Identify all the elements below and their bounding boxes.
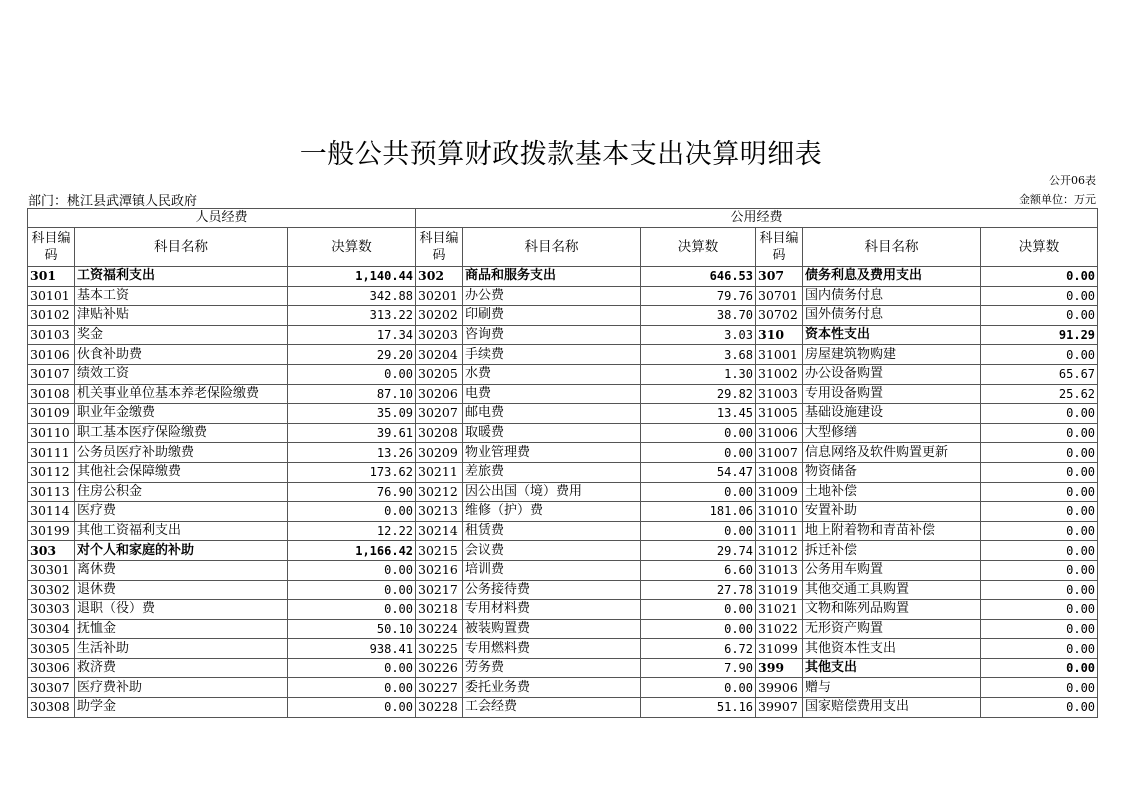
amount-value: 0.00 bbox=[981, 423, 1098, 443]
amount-value: 0.00 bbox=[981, 600, 1098, 620]
amount-value: 0.00 bbox=[981, 462, 1098, 482]
form-number: 公开06表 bbox=[1049, 174, 1096, 187]
table-row bbox=[28, 306, 1098, 326]
subject-name: 退休费 bbox=[75, 580, 288, 600]
subject-name: 公务接待费 bbox=[463, 580, 641, 600]
subject-code: 30102 bbox=[28, 306, 75, 326]
subject-name: 抚恤金 bbox=[75, 619, 288, 639]
amount-value: 87.10 bbox=[288, 384, 416, 404]
subject-code: 31006 bbox=[756, 423, 803, 443]
subject-code: 30304 bbox=[28, 619, 75, 639]
amount-value: 76.90 bbox=[288, 482, 416, 502]
subject-code: 31002 bbox=[756, 364, 803, 384]
subject-name: 房屋建筑物购建 bbox=[803, 345, 981, 365]
subject-name: 国外债务付息 bbox=[803, 306, 981, 326]
amount-value: 173.62 bbox=[288, 462, 416, 482]
table-row bbox=[28, 658, 1098, 678]
subject-name: 无形资产购置 bbox=[803, 619, 981, 639]
subject-name: 劳务费 bbox=[463, 658, 641, 678]
subject-code: 30214 bbox=[416, 521, 463, 541]
group-header-row bbox=[28, 209, 1098, 228]
amount-value: 91.29 bbox=[981, 325, 1098, 345]
subject-name: 津贴补贴 bbox=[75, 306, 288, 326]
amount-value: 79.76 bbox=[641, 286, 756, 306]
table-row bbox=[28, 502, 1098, 522]
table-row bbox=[28, 580, 1098, 600]
column-header-row bbox=[28, 228, 1098, 267]
amount-value: 39.61 bbox=[288, 423, 416, 443]
table-row bbox=[28, 325, 1098, 345]
column-header-code: 科目编码 bbox=[28, 228, 75, 267]
amount-value: 1,140.44 bbox=[288, 267, 416, 287]
subject-code: 30211 bbox=[416, 462, 463, 482]
table-body bbox=[28, 209, 1098, 718]
subject-code: 30199 bbox=[28, 521, 75, 541]
amount-value: 0.00 bbox=[981, 286, 1098, 306]
subject-name: 专用材料费 bbox=[463, 600, 641, 620]
amount-value: 25.62 bbox=[981, 384, 1098, 404]
subject-name: 助学金 bbox=[75, 698, 288, 718]
amount-value: 0.00 bbox=[981, 482, 1098, 502]
amount-value: 0.00 bbox=[288, 502, 416, 522]
subject-code: 30225 bbox=[416, 639, 463, 659]
subject-code: 30207 bbox=[416, 404, 463, 424]
subject-code: 30209 bbox=[416, 443, 463, 463]
subject-code: 30302 bbox=[28, 580, 75, 600]
amount-unit-label: 金额单位：万元 bbox=[1019, 193, 1096, 206]
table-row bbox=[28, 443, 1098, 463]
subject-code: 30307 bbox=[28, 678, 75, 698]
table-row bbox=[28, 482, 1098, 502]
subject-name: 奖金 bbox=[75, 325, 288, 345]
subject-code: 30203 bbox=[416, 325, 463, 345]
subject-name: 其他工资福利支出 bbox=[75, 521, 288, 541]
subject-name: 培训费 bbox=[463, 560, 641, 580]
amount-value: 12.22 bbox=[288, 521, 416, 541]
amount-value: 0.00 bbox=[981, 306, 1098, 326]
column-header-name: 科目名称 bbox=[803, 228, 981, 267]
amount-value: 1,166.42 bbox=[288, 541, 416, 561]
subject-code: 30308 bbox=[28, 698, 75, 718]
amount-value: 0.00 bbox=[981, 678, 1098, 698]
amount-value: 29.82 bbox=[641, 384, 756, 404]
subject-name: 基本工资 bbox=[75, 286, 288, 306]
amount-value: 0.00 bbox=[641, 423, 756, 443]
subject-code: 31008 bbox=[756, 462, 803, 482]
subject-name: 职业年金缴费 bbox=[75, 404, 288, 424]
subject-name: 被装购置费 bbox=[463, 619, 641, 639]
subject-name: 医疗费补助 bbox=[75, 678, 288, 698]
subject-name: 维修（护）费 bbox=[463, 502, 641, 522]
table-row bbox=[28, 600, 1098, 620]
subject-code: 301 bbox=[28, 267, 75, 287]
subject-code: 31010 bbox=[756, 502, 803, 522]
subject-code: 31011 bbox=[756, 521, 803, 541]
table-row bbox=[28, 345, 1098, 365]
subject-code: 30701 bbox=[756, 286, 803, 306]
subject-code: 30208 bbox=[416, 423, 463, 443]
subject-code: 30217 bbox=[416, 580, 463, 600]
amount-value: 0.00 bbox=[288, 698, 416, 718]
amount-value: 0.00 bbox=[641, 443, 756, 463]
subject-code: 30226 bbox=[416, 658, 463, 678]
subject-name: 信息网络及软件购置更新 bbox=[803, 443, 981, 463]
table-row bbox=[28, 364, 1098, 384]
subject-name: 差旅费 bbox=[463, 462, 641, 482]
subject-code: 30113 bbox=[28, 482, 75, 502]
amount-value: 50.10 bbox=[288, 619, 416, 639]
subject-code: 30114 bbox=[28, 502, 75, 522]
subject-name: 土地补偿 bbox=[803, 482, 981, 502]
subject-name: 其他交通工具购置 bbox=[803, 580, 981, 600]
subject-code: 30228 bbox=[416, 698, 463, 718]
amount-value: 0.00 bbox=[981, 521, 1098, 541]
subject-name: 工会经费 bbox=[463, 698, 641, 718]
subject-code: 30702 bbox=[756, 306, 803, 326]
subject-name: 生活补助 bbox=[75, 639, 288, 659]
subject-code: 31005 bbox=[756, 404, 803, 424]
subject-code: 30103 bbox=[28, 325, 75, 345]
subject-name: 会议费 bbox=[463, 541, 641, 561]
amount-value: 54.47 bbox=[641, 462, 756, 482]
amount-value: 0.00 bbox=[288, 560, 416, 580]
table-row bbox=[28, 404, 1098, 424]
amount-value: 0.00 bbox=[981, 560, 1098, 580]
subject-code: 30111 bbox=[28, 443, 75, 463]
amount-value: 13.26 bbox=[288, 443, 416, 463]
amount-value: 0.00 bbox=[641, 482, 756, 502]
column-header-amount: 决算数 bbox=[641, 228, 756, 267]
subject-name: 救济费 bbox=[75, 658, 288, 678]
subject-name: 离休费 bbox=[75, 560, 288, 580]
subject-code: 30101 bbox=[28, 286, 75, 306]
subject-name: 医疗费 bbox=[75, 502, 288, 522]
subject-name: 专用燃料费 bbox=[463, 639, 641, 659]
amount-value: 0.00 bbox=[981, 443, 1098, 463]
amount-value: 0.00 bbox=[981, 267, 1098, 287]
subject-name: 委托业务费 bbox=[463, 678, 641, 698]
subject-code: 31007 bbox=[756, 443, 803, 463]
amount-value: 0.00 bbox=[288, 580, 416, 600]
amount-value: 0.00 bbox=[981, 502, 1098, 522]
subject-name: 公务员医疗补助缴费 bbox=[75, 443, 288, 463]
amount-value: 29.20 bbox=[288, 345, 416, 365]
amount-value: 6.60 bbox=[641, 560, 756, 580]
subject-name: 职工基本医疗保险缴费 bbox=[75, 423, 288, 443]
subject-code: 30215 bbox=[416, 541, 463, 561]
subject-name: 咨询费 bbox=[463, 325, 641, 345]
table-row bbox=[28, 639, 1098, 659]
subject-name: 其他社会保障缴费 bbox=[75, 462, 288, 482]
subject-name: 地上附着物和青苗补偿 bbox=[803, 521, 981, 541]
subject-code: 399 bbox=[756, 658, 803, 678]
subject-name: 工资福利支出 bbox=[75, 267, 288, 287]
subject-code: 30108 bbox=[28, 384, 75, 404]
amount-value: 0.00 bbox=[981, 541, 1098, 561]
amount-value: 27.78 bbox=[641, 580, 756, 600]
table-row bbox=[28, 423, 1098, 443]
subject-code: 30110 bbox=[28, 423, 75, 443]
subject-code: 31012 bbox=[756, 541, 803, 561]
subject-name: 资本性支出 bbox=[803, 325, 981, 345]
subject-name: 绩效工资 bbox=[75, 364, 288, 384]
amount-value: 0.00 bbox=[981, 345, 1098, 365]
column-header-name: 科目名称 bbox=[463, 228, 641, 267]
subject-code: 30201 bbox=[416, 286, 463, 306]
subject-code: 30204 bbox=[416, 345, 463, 365]
public-group-header: 公用经费 bbox=[416, 209, 1098, 228]
subject-code: 30106 bbox=[28, 345, 75, 365]
subject-name: 伙食补助费 bbox=[75, 345, 288, 365]
subject-name: 国家赔偿费用支出 bbox=[803, 698, 981, 718]
subject-name: 拆迁补偿 bbox=[803, 541, 981, 561]
subject-code: 30206 bbox=[416, 384, 463, 404]
personnel-group-header: 人员经费 bbox=[28, 209, 416, 228]
table-row bbox=[28, 462, 1098, 482]
subject-name: 公务用车购置 bbox=[803, 560, 981, 580]
amount-value: 6.72 bbox=[641, 639, 756, 659]
subject-code: 30227 bbox=[416, 678, 463, 698]
subject-code: 310 bbox=[756, 325, 803, 345]
subject-name: 专用设备购置 bbox=[803, 384, 981, 404]
amount-value: 38.70 bbox=[641, 306, 756, 326]
subject-name: 国内债务付息 bbox=[803, 286, 981, 306]
amount-value: 0.00 bbox=[981, 580, 1098, 600]
subject-code: 30306 bbox=[28, 658, 75, 678]
amount-value: 13.45 bbox=[641, 404, 756, 424]
subject-name: 安置补助 bbox=[803, 502, 981, 522]
subject-name: 取暖费 bbox=[463, 423, 641, 443]
department-label: 部门：桃江县武潭镇人民政府 bbox=[28, 194, 198, 209]
subject-code: 31019 bbox=[756, 580, 803, 600]
amount-value: 342.88 bbox=[288, 286, 416, 306]
amount-value: 3.68 bbox=[641, 345, 756, 365]
subject-name: 基础设施建设 bbox=[803, 404, 981, 424]
amount-value: 0.00 bbox=[981, 698, 1098, 718]
subject-name: 债务利息及费用支出 bbox=[803, 267, 981, 287]
subject-code: 30112 bbox=[28, 462, 75, 482]
subject-code: 30202 bbox=[416, 306, 463, 326]
amount-value: 0.00 bbox=[288, 658, 416, 678]
table-row bbox=[28, 678, 1098, 698]
subject-name: 商品和服务支出 bbox=[463, 267, 641, 287]
amount-value: 7.90 bbox=[641, 658, 756, 678]
amount-value: 0.00 bbox=[981, 619, 1098, 639]
amount-value: 313.22 bbox=[288, 306, 416, 326]
expenditure-table bbox=[27, 208, 1098, 718]
subject-code: 30216 bbox=[416, 560, 463, 580]
table-row bbox=[28, 698, 1098, 718]
subject-code: 31022 bbox=[756, 619, 803, 639]
amount-value: 3.03 bbox=[641, 325, 756, 345]
page-title: 一般公共预算财政拨款基本支出决算明细表 bbox=[299, 139, 823, 170]
column-header-code: 科目编码 bbox=[756, 228, 803, 267]
subject-name: 租赁费 bbox=[463, 521, 641, 541]
table-row bbox=[28, 286, 1098, 306]
subject-code: 31099 bbox=[756, 639, 803, 659]
amount-value: 1.30 bbox=[641, 364, 756, 384]
subject-name: 大型修缮 bbox=[803, 423, 981, 443]
subject-code: 31021 bbox=[756, 600, 803, 620]
table-row bbox=[28, 521, 1098, 541]
amount-value: 0.00 bbox=[981, 658, 1098, 678]
amount-value: 0.00 bbox=[641, 521, 756, 541]
subject-code: 302 bbox=[416, 267, 463, 287]
amount-value: 0.00 bbox=[641, 619, 756, 639]
subject-code: 307 bbox=[756, 267, 803, 287]
subject-name: 因公出国（境）费用 bbox=[463, 482, 641, 502]
table-row bbox=[28, 560, 1098, 580]
amount-value: 0.00 bbox=[641, 600, 756, 620]
table-row bbox=[28, 384, 1098, 404]
subject-code: 303 bbox=[28, 541, 75, 561]
subject-code: 31001 bbox=[756, 345, 803, 365]
subject-code: 30109 bbox=[28, 404, 75, 424]
amount-value: 17.34 bbox=[288, 325, 416, 345]
column-header-name: 科目名称 bbox=[75, 228, 288, 267]
subject-code: 30305 bbox=[28, 639, 75, 659]
subject-name: 文物和陈列品购置 bbox=[803, 600, 981, 620]
subject-name: 退职（役）费 bbox=[75, 600, 288, 620]
subject-name: 其他资本性支出 bbox=[803, 639, 981, 659]
amount-value: 0.00 bbox=[981, 404, 1098, 424]
amount-value: 0.00 bbox=[641, 678, 756, 698]
subject-name: 其他支出 bbox=[803, 658, 981, 678]
subject-code: 30213 bbox=[416, 502, 463, 522]
subject-name: 机关事业单位基本养老保险缴费 bbox=[75, 384, 288, 404]
amount-value: 65.67 bbox=[981, 364, 1098, 384]
subject-name: 邮电费 bbox=[463, 404, 641, 424]
amount-value: 938.41 bbox=[288, 639, 416, 659]
amount-value: 0.00 bbox=[288, 678, 416, 698]
subject-code: 30212 bbox=[416, 482, 463, 502]
amount-value: 51.16 bbox=[641, 698, 756, 718]
subject-code: 30205 bbox=[416, 364, 463, 384]
amount-value: 181.06 bbox=[641, 502, 756, 522]
subject-name: 电费 bbox=[463, 384, 641, 404]
subject-name: 水费 bbox=[463, 364, 641, 384]
subject-code: 39906 bbox=[756, 678, 803, 698]
subject-code: 39907 bbox=[756, 698, 803, 718]
column-header-code: 科目编码 bbox=[416, 228, 463, 267]
subject-name: 手续费 bbox=[463, 345, 641, 365]
amount-value: 0.00 bbox=[288, 364, 416, 384]
amount-value: 0.00 bbox=[288, 600, 416, 620]
amount-value: 646.53 bbox=[641, 267, 756, 287]
table-row bbox=[28, 267, 1098, 287]
subject-name: 赠与 bbox=[803, 678, 981, 698]
table-row bbox=[28, 541, 1098, 561]
subject-code: 30107 bbox=[28, 364, 75, 384]
subject-name: 物业管理费 bbox=[463, 443, 641, 463]
amount-value: 29.74 bbox=[641, 541, 756, 561]
amount-value: 35.09 bbox=[288, 404, 416, 424]
subject-name: 对个人和家庭的补助 bbox=[75, 541, 288, 561]
subject-code: 30218 bbox=[416, 600, 463, 620]
subject-name: 办公费 bbox=[463, 286, 641, 306]
column-header-amount: 决算数 bbox=[288, 228, 416, 267]
subject-code: 31013 bbox=[756, 560, 803, 580]
subject-code: 31003 bbox=[756, 384, 803, 404]
subject-name: 印刷费 bbox=[463, 306, 641, 326]
subject-code: 30303 bbox=[28, 600, 75, 620]
column-header-amount: 决算数 bbox=[981, 228, 1098, 267]
subject-name: 住房公积金 bbox=[75, 482, 288, 502]
subject-code: 30301 bbox=[28, 560, 75, 580]
amount-value: 0.00 bbox=[981, 639, 1098, 659]
subject-code: 30224 bbox=[416, 619, 463, 639]
subject-code: 31009 bbox=[756, 482, 803, 502]
subject-name: 物资储备 bbox=[803, 462, 981, 482]
subject-name: 办公设备购置 bbox=[803, 364, 981, 384]
table-row bbox=[28, 619, 1098, 639]
